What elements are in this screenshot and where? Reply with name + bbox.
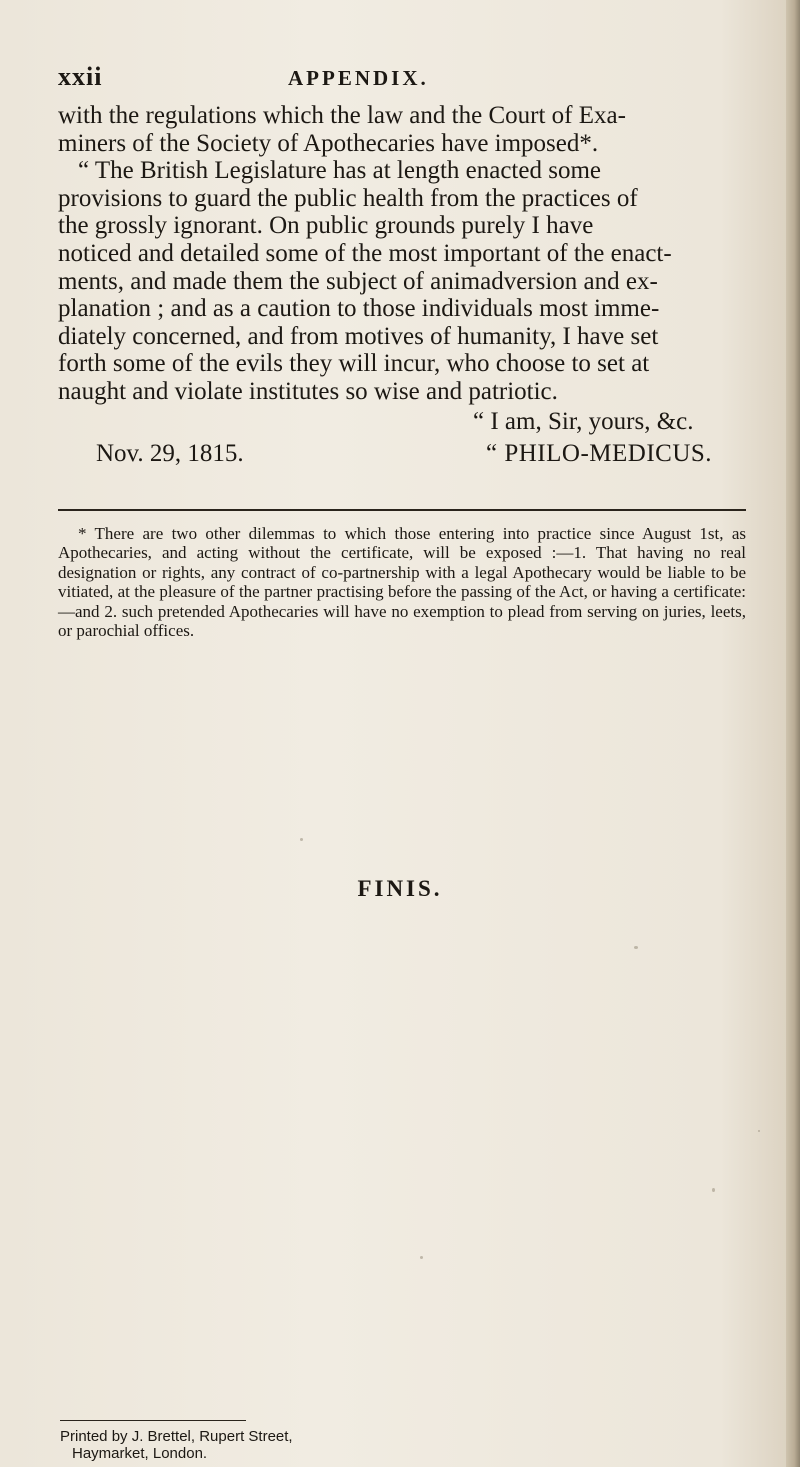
imprint-divider xyxy=(60,1420,246,1421)
body-line: forth some of the evils they will incur, who choose to set at xyxy=(58,350,650,378)
letter-body xyxy=(58,102,748,406)
paper-speck xyxy=(300,838,303,841)
letter-signature: “ PHILO-MEDICUS. xyxy=(486,440,713,467)
page-header xyxy=(58,62,748,92)
body-line: miners of the Society of Apothecaries have imposed*. xyxy=(58,129,599,157)
printer-imprint xyxy=(60,1428,293,1462)
sign-row xyxy=(58,440,748,470)
page-binding-edge xyxy=(786,0,800,1467)
body-line: with the regulations which the law and the Court of Exa- xyxy=(58,102,626,129)
body-line: provisions to guard the public health from the practices of xyxy=(58,184,638,212)
salutation: “ I am, Sir, yours, &c. xyxy=(473,408,694,435)
page-number: xxii xyxy=(58,62,103,91)
body-line: the grossly ignorant. On public grounds purely I have xyxy=(58,212,594,240)
imprint-line: Printed by J. Brettel, Rupert Street, xyxy=(60,1428,293,1445)
paper-speck xyxy=(420,1256,423,1259)
footnote xyxy=(58,524,746,640)
body-line: planation ; and as a caution to those individuals most imme- xyxy=(58,295,660,323)
imprint-line: Haymarket, London. xyxy=(72,1445,208,1462)
body-line: ments, and made them the subject of animadversion and ex- xyxy=(58,267,658,295)
finis-mark: FINIS. xyxy=(357,876,443,901)
body-line: diately concerned, and from motives of humanity, I have set xyxy=(58,322,659,350)
footnote-text: * There are two other dilemmas to which those entering into practice since August 1st, as Apothecaries, and acting without the certificate, will be exposed :—1. That having no real designation or rights, any contract of co-partnership with a legal Apothecary would be liable to be vitiated, at the pleasure of the partner practising before the passing of the Act, or having a certificate:—and 2. such pretended Apothecaries will have no exemption to plead from serving on juries, leets, or parochial offices. xyxy=(58,524,746,641)
paper-speck xyxy=(712,1188,715,1192)
body-line: noticed and detailed some of the most important of the enact- xyxy=(58,239,672,267)
footnote-divider xyxy=(58,509,746,511)
paper-speck xyxy=(634,946,638,949)
body-line: “ The British Legislature has at length enacted some xyxy=(78,157,601,185)
paper-speck xyxy=(758,1130,760,1132)
running-head: APPENDIX. xyxy=(288,66,429,90)
letter-date: Nov. 29, 1815. xyxy=(96,440,244,467)
body-line: naught and violate institutes so wise and patriotic. xyxy=(58,377,558,405)
